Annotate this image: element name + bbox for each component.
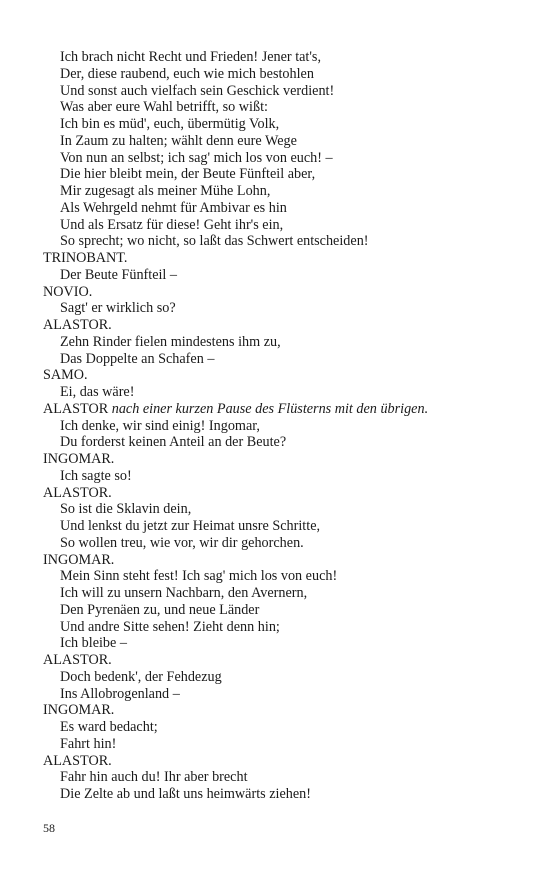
verse-line	[43, 384, 513, 401]
speaker-name	[43, 367, 513, 384]
verse-line	[43, 518, 513, 535]
verse-line	[43, 217, 513, 234]
verse-line	[43, 736, 513, 753]
verse-text: Der, diese raubend, euch wie mich bestohlen	[60, 65, 314, 82]
verse-line	[43, 99, 513, 116]
verse-text: Ich bin es müd', euch, übermütig Volk,	[60, 116, 280, 132]
verse-line	[43, 535, 513, 552]
speaker-label: ALASTOR.	[43, 484, 112, 501]
page-number: 58	[43, 821, 55, 835]
speaker-name	[43, 317, 513, 334]
verse-line	[43, 619, 513, 636]
verse-line	[43, 116, 513, 133]
speaker-label: ALASTOR.	[43, 752, 112, 769]
verse-line	[43, 602, 513, 619]
verse-line	[43, 334, 513, 351]
verse-text: So sprecht; wo nicht, so laßt das Schwert entscheiden!	[60, 233, 369, 250]
verse-line	[43, 669, 513, 686]
verse-line	[43, 300, 513, 317]
verse-text: Es ward bedacht;	[60, 719, 158, 735]
verse-text: Als Wehrgeld nehmt für Ambivar es hin	[60, 199, 287, 216]
speaker-label: INGOMAR.	[43, 702, 115, 719]
verse-line	[43, 351, 513, 368]
verse-line	[43, 83, 513, 100]
speaker-name	[43, 485, 513, 502]
verse-line	[43, 585, 513, 602]
verse-line	[43, 568, 513, 585]
verse-text: Fahrt hin!	[60, 735, 117, 752]
verse-text: Ins Allobrogenland –	[60, 685, 180, 702]
verse-text: In Zaum zu halten; wählt denn eure Wege	[60, 132, 297, 149]
speaker-name	[43, 401, 513, 418]
verse-text: Von nun an selbst; ich sag' mich los von euch! –	[60, 149, 333, 166]
verse-line	[43, 501, 513, 518]
verse-text: Zehn Rinder fielen mindestens ihm zu,	[60, 333, 281, 350]
play-text	[43, 49, 513, 803]
verse-line	[43, 166, 513, 183]
speaker-label: INGOMAR.	[43, 551, 115, 568]
verse-text: Ich will zu unsern Nachbarn, den Avernern,	[60, 585, 308, 601]
verse-text: Mein Sinn steht fest! Ich sag' mich los von euch!	[60, 568, 338, 585]
stage-direction: nach einer kurzen Pause des Flüsterns mit den übrigen.	[111, 400, 429, 417]
verse-text: Den Pyrenäen zu, und neue Länder	[60, 601, 260, 618]
verse-line	[43, 769, 513, 786]
verse-line	[43, 183, 513, 200]
verse-text: Ich brach nicht Recht und Frieden! Jener tat's,	[60, 49, 321, 65]
verse-text: Doch bedenk', der Fehdezug	[60, 668, 222, 685]
verse-line	[43, 233, 513, 250]
verse-line	[43, 786, 513, 803]
verse-line	[43, 418, 513, 435]
verse-text: Ich bleibe –	[60, 635, 127, 652]
verse-line	[43, 267, 513, 284]
speaker-name	[43, 702, 513, 719]
verse-text: Der Beute Fünfteil –	[60, 266, 178, 283]
speaker-label: ALASTOR.	[43, 317, 112, 333]
verse-text: Das Doppelte an Schafen –	[60, 350, 215, 367]
verse-text: Die Zelte ab und laßt uns heimwärts ziehen!	[60, 786, 311, 802]
verse-line	[43, 468, 513, 485]
verse-text: Und lenkst du jetzt zur Heimat unsre Schritte,	[60, 518, 321, 534]
verse-text: Sagt' er wirklich so?	[60, 300, 176, 317]
verse-line	[43, 635, 513, 652]
verse-text: Mir zugesagt als meiner Mühe Lohn,	[60, 183, 271, 199]
speaker-label: INGOMAR.	[43, 451, 115, 467]
verse-text: Ich denke, wir sind einig! Ingomar,	[60, 417, 260, 434]
verse-line	[43, 686, 513, 703]
verse-line	[43, 49, 513, 66]
speaker-name	[43, 652, 513, 669]
verse-text: Was aber eure Wahl betrifft, so wißt:	[60, 99, 268, 116]
speaker-name	[43, 753, 513, 770]
verse-line	[43, 150, 513, 167]
verse-text: Und andre Sitte sehen! Zieht denn hin;	[60, 618, 280, 635]
verse-line	[43, 66, 513, 83]
speaker-name	[43, 552, 513, 569]
verse-text: Du forderst keinen Anteil an der Beute?	[60, 434, 287, 451]
verse-text: So wollen treu, wie vor, wir dir gehorchen.	[60, 534, 304, 551]
verse-text: Ich sagte so!	[60, 467, 132, 484]
verse-line	[43, 200, 513, 217]
verse-text: Die hier bleibt mein, der Beute Fünfteil aber,	[60, 166, 316, 183]
verse-text: Ei, das wäre!	[60, 384, 135, 400]
speaker-name	[43, 451, 513, 468]
verse-text: So ist die Sklavin dein,	[60, 501, 192, 518]
verse-text: Und als Ersatz für diese! Geht ihr's ein,	[60, 216, 284, 233]
verse-line	[43, 133, 513, 150]
speaker-name	[43, 284, 513, 301]
speaker-label: ALASTOR.	[43, 652, 112, 668]
verse-line	[43, 434, 513, 451]
verse-line	[43, 719, 513, 736]
verse-text: Und sonst auch vielfach sein Geschick verdient!	[60, 82, 335, 99]
speaker-label: TRINOBANT.	[43, 250, 128, 266]
speaker-name	[43, 250, 513, 267]
speaker-label: ALASTOR	[43, 400, 109, 417]
speaker-label: NOVIO.	[43, 283, 93, 300]
verse-text: Fahr hin auch du! Ihr aber brecht	[60, 769, 248, 786]
speaker-label: SAMO.	[43, 367, 88, 384]
